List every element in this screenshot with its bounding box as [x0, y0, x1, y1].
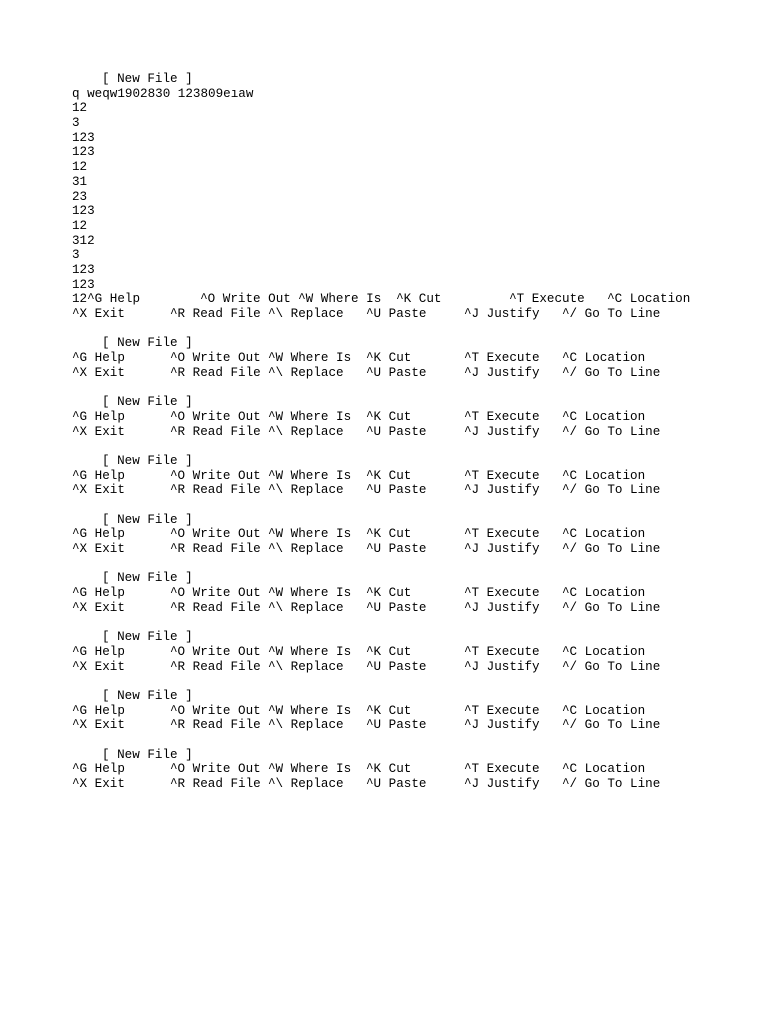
blank-line — [72, 615, 717, 630]
shortcut-where-is[interactable]: ^W Where Is — [268, 762, 352, 777]
shortcut-paste[interactable]: ^U Paste — [366, 365, 427, 380]
shortcut-exit[interactable]: ^X Exit — [72, 542, 125, 556]
shortcut-row — [72, 660, 717, 675]
shortcut-paste[interactable]: ^U Paste — [366, 600, 427, 615]
shortcut-write-out[interactable]: ^O Write Out — [170, 468, 261, 483]
shortcut-justify[interactable]: ^J Justify — [464, 424, 540, 439]
shortcut-write-out[interactable]: ^O Write Out — [170, 644, 261, 659]
shortcut-replace[interactable]: ^\ Replace — [268, 542, 344, 556]
blank-line — [72, 733, 717, 748]
shortcut-cut[interactable]: ^K Cut — [366, 644, 412, 659]
title-bar-new-file: [ New File ] — [102, 512, 193, 527]
shortcut-help[interactable]: ^G Help — [72, 703, 125, 718]
shortcut-read-file[interactable]: ^R Read File — [170, 424, 261, 439]
title-bar-new-file: [ New File ] — [102, 453, 193, 468]
shortcut-write-out[interactable]: ^O Write Out — [170, 527, 261, 542]
shortcut-go-to-line[interactable]: ^/ Go To Line — [562, 365, 661, 380]
shortcut-execute[interactable]: ^T Execute — [464, 703, 540, 718]
shortcut-exit[interactable]: ^X Exit — [72, 365, 125, 380]
title-bar-new-file: [ New File ] — [102, 72, 193, 86]
shortcut-exit[interactable]: ^X Exit — [72, 718, 125, 733]
shortcut-row — [72, 645, 717, 660]
shortcut-help[interactable]: ^G Help — [72, 409, 125, 424]
buffer-line[interactable]: 123 — [72, 277, 95, 292]
shortcut-where-is[interactable]: ^W Where Is — [268, 586, 352, 601]
shortcut-read-file[interactable]: ^R Read File — [170, 483, 261, 498]
buffer-line-tail[interactable]: 12 — [72, 292, 88, 307]
buffer-line[interactable]: 123 — [72, 262, 95, 277]
shortcut-cut[interactable]: ^K Cut — [366, 703, 412, 718]
shortcut-replace[interactable]: ^\ Replace — [268, 718, 344, 733]
shortcut-exit[interactable]: ^X Exit — [72, 600, 125, 615]
shortcut-row — [72, 351, 717, 366]
shortcut-justify[interactable]: ^J Justify — [464, 365, 540, 380]
shortcut-execute[interactable]: ^T Execute — [464, 586, 540, 601]
shortcut-row — [72, 718, 717, 733]
shortcut-location[interactable]: ^C Location — [562, 409, 646, 424]
shortcut-cut[interactable]: ^K Cut — [366, 762, 412, 777]
shortcut-cut[interactable]: ^K Cut — [366, 468, 412, 483]
shortcut-row — [72, 307, 717, 322]
buffer-line[interactable]: q weqw1902830 123809eıaw — [72, 86, 254, 101]
blank-line — [72, 322, 717, 337]
shortcut-justify[interactable]: ^J Justify — [464, 542, 540, 556]
shortcut-write-out[interactable]: ^O Write Out — [170, 703, 261, 718]
shortcut-go-to-line[interactable]: ^/ Go To Line — [562, 483, 661, 498]
shortcut-row — [72, 425, 717, 440]
buffer-line[interactable]: 31 — [72, 174, 88, 189]
shortcut-go-to-line[interactable]: ^/ Go To Line — [562, 777, 661, 791]
shortcut-read-file[interactable]: ^R Read File — [170, 542, 261, 556]
shortcut-go-to-line[interactable]: ^/ Go To Line — [562, 424, 661, 439]
shortcut-replace[interactable]: ^\ Replace — [268, 600, 344, 615]
title-bar-new-file: [ New File ] — [102, 630, 193, 645]
shortcut-execute[interactable]: ^T Execute — [509, 292, 585, 307]
shortcut-exit[interactable]: ^X Exit — [72, 777, 125, 791]
shortcut-execute[interactable]: ^T Execute — [464, 409, 540, 424]
buffer-line[interactable]: 312 — [72, 233, 95, 248]
shortcut-justify[interactable]: ^J Justify — [464, 777, 540, 791]
shortcut-row — [72, 410, 717, 425]
shortcut-read-file[interactable]: ^R Read File — [170, 659, 261, 674]
buffer-line[interactable]: 123 — [72, 145, 95, 160]
shortcut-exit[interactable]: ^X Exit — [72, 483, 125, 498]
shortcut-row — [72, 762, 717, 777]
shortcut-replace[interactable]: ^\ Replace — [268, 365, 344, 380]
title-bar-new-file: [ New File ] — [102, 336, 193, 351]
shortcut-location[interactable]: ^C Location — [562, 703, 646, 718]
shortcut-read-file[interactable]: ^R Read File — [170, 600, 261, 615]
shortcut-location[interactable]: ^C Location — [562, 586, 646, 601]
shortcut-justify[interactable]: ^J Justify — [464, 718, 540, 733]
shortcut-execute[interactable]: ^T Execute — [464, 644, 540, 659]
shortcut-exit[interactable]: ^X Exit — [72, 659, 125, 674]
buffer-line[interactable]: 12 — [72, 101, 88, 116]
shortcut-where-is[interactable]: ^W Where Is — [268, 527, 352, 542]
shortcut-go-to-line[interactable]: ^/ Go To Line — [562, 600, 661, 615]
shortcut-where-is[interactable]: ^W Where Is — [268, 703, 352, 718]
shortcut-execute[interactable]: ^T Execute — [464, 762, 540, 777]
shortcut-write-out[interactable]: ^O Write Out — [200, 292, 291, 307]
shortcut-exit[interactable]: ^X Exit — [72, 424, 125, 439]
shortcut-justify[interactable]: ^J Justify — [464, 307, 540, 321]
shortcut-paste[interactable]: ^U Paste — [366, 542, 427, 556]
blank-line — [72, 439, 717, 454]
blank-line — [72, 498, 717, 513]
shortcut-execute[interactable]: ^T Execute — [464, 527, 540, 542]
shortcut-row — [72, 527, 717, 542]
nano-terminal-screen[interactable] — [72, 72, 717, 792]
shortcut-cut[interactable]: ^K Cut — [396, 292, 442, 307]
shortcut-location[interactable]: ^C Location — [562, 644, 646, 659]
shortcut-go-to-line[interactable]: ^/ Go To Line — [562, 659, 661, 674]
shortcut-where-is[interactable]: ^W Where Is — [268, 351, 352, 366]
buffer-line[interactable]: 3 — [72, 116, 80, 131]
shortcut-row — [72, 366, 717, 381]
shortcut-help[interactable]: ^G Help — [87, 292, 141, 307]
shortcut-cut[interactable]: ^K Cut — [366, 409, 412, 424]
shortcut-location[interactable]: ^C Location — [562, 527, 646, 542]
shortcut-write-out[interactable]: ^O Write Out — [170, 409, 261, 424]
shortcut-location[interactable]: ^C Location — [607, 292, 691, 307]
shortcut-read-file[interactable]: ^R Read File — [170, 718, 261, 733]
shortcut-row — [72, 483, 717, 498]
shortcut-row — [72, 704, 717, 719]
shortcut-write-out[interactable]: ^O Write Out — [170, 351, 261, 366]
title-bar-new-file: [ New File ] — [102, 688, 193, 703]
shortcut-replace[interactable]: ^\ Replace — [268, 483, 344, 498]
buffer-line[interactable]: 12 — [72, 218, 88, 233]
shortcut-row — [72, 601, 717, 616]
shortcut-row — [72, 777, 717, 792]
blank-line — [72, 380, 717, 395]
shortcut-cut[interactable]: ^K Cut — [366, 527, 412, 542]
shortcut-location[interactable]: ^C Location — [562, 351, 646, 366]
blank-line — [72, 674, 717, 689]
shortcut-justify[interactable]: ^J Justify — [464, 659, 540, 674]
shortcut-write-out[interactable]: ^O Write Out — [170, 762, 261, 777]
shortcut-go-to-line[interactable]: ^/ Go To Line — [562, 542, 661, 556]
shortcut-replace[interactable]: ^\ Replace — [268, 307, 344, 321]
shortcut-paste[interactable]: ^U Paste — [366, 659, 427, 674]
shortcut-where-is[interactable]: ^W Where Is — [298, 292, 382, 307]
shortcut-help[interactable]: ^G Help — [72, 586, 125, 601]
shortcut-row — [72, 469, 717, 484]
shortcut-help[interactable]: ^G Help — [72, 527, 125, 542]
shortcut-justify[interactable]: ^J Justify — [464, 483, 540, 498]
buffer-line[interactable]: 3 — [72, 248, 80, 263]
shortcut-help[interactable]: ^G Help — [72, 351, 125, 366]
shortcut-paste[interactable]: ^U Paste — [366, 718, 427, 733]
shortcut-cut[interactable]: ^K Cut — [366, 351, 412, 366]
shortcut-read-file[interactable]: ^R Read File — [170, 365, 261, 380]
shortcut-execute[interactable]: ^T Execute — [464, 351, 540, 366]
shortcut-help[interactable]: ^G Help — [72, 468, 125, 483]
shortcut-where-is[interactable]: ^W Where Is — [268, 644, 352, 659]
buffer-line[interactable]: 12 — [72, 160, 88, 175]
shortcut-help[interactable]: ^G Help — [72, 762, 125, 777]
shortcut-paste[interactable]: ^U Paste — [366, 307, 427, 321]
shortcut-location[interactable]: ^C Location — [562, 468, 646, 483]
title-bar-new-file: [ New File ] — [102, 395, 193, 410]
buffer-line[interactable]: 123 — [72, 130, 95, 145]
shortcut-read-file[interactable]: ^R Read File — [170, 777, 261, 791]
shortcut-justify[interactable]: ^J Justify — [464, 600, 540, 615]
buffer-line[interactable]: 123 — [72, 204, 95, 219]
shortcut-cut[interactable]: ^K Cut — [366, 586, 412, 601]
shortcut-replace[interactable]: ^\ Replace — [268, 424, 344, 439]
shortcut-row — [72, 586, 717, 601]
buffer-line[interactable]: 23 — [72, 189, 88, 204]
shortcut-where-is[interactable]: ^W Where Is — [268, 468, 352, 483]
shortcut-write-out[interactable]: ^O Write Out — [170, 586, 261, 601]
shortcut-where-is[interactable]: ^W Where Is — [268, 409, 352, 424]
shortcut-go-to-line[interactable]: ^/ Go To Line — [562, 718, 661, 733]
shortcut-location[interactable]: ^C Location — [562, 762, 646, 777]
shortcut-paste[interactable]: ^U Paste — [366, 424, 427, 439]
shortcut-paste[interactable]: ^U Paste — [366, 483, 427, 498]
shortcut-paste[interactable]: ^U Paste — [366, 777, 427, 791]
shortcut-help[interactable]: ^G Help — [72, 644, 125, 659]
title-bar-new-file: [ New File ] — [102, 571, 193, 586]
blank-line — [72, 557, 717, 572]
shortcut-row — [72, 292, 717, 307]
shortcut-replace[interactable]: ^\ Replace — [268, 659, 344, 674]
shortcut-read-file[interactable]: ^R Read File — [170, 307, 261, 321]
shortcut-exit[interactable]: ^X Exit — [72, 307, 125, 321]
shortcut-row — [72, 542, 717, 557]
shortcut-replace[interactable]: ^\ Replace — [268, 777, 344, 791]
shortcut-go-to-line[interactable]: ^/ Go To Line — [562, 307, 661, 321]
shortcut-execute[interactable]: ^T Execute — [464, 468, 540, 483]
title-bar-new-file: [ New File ] — [102, 747, 193, 762]
